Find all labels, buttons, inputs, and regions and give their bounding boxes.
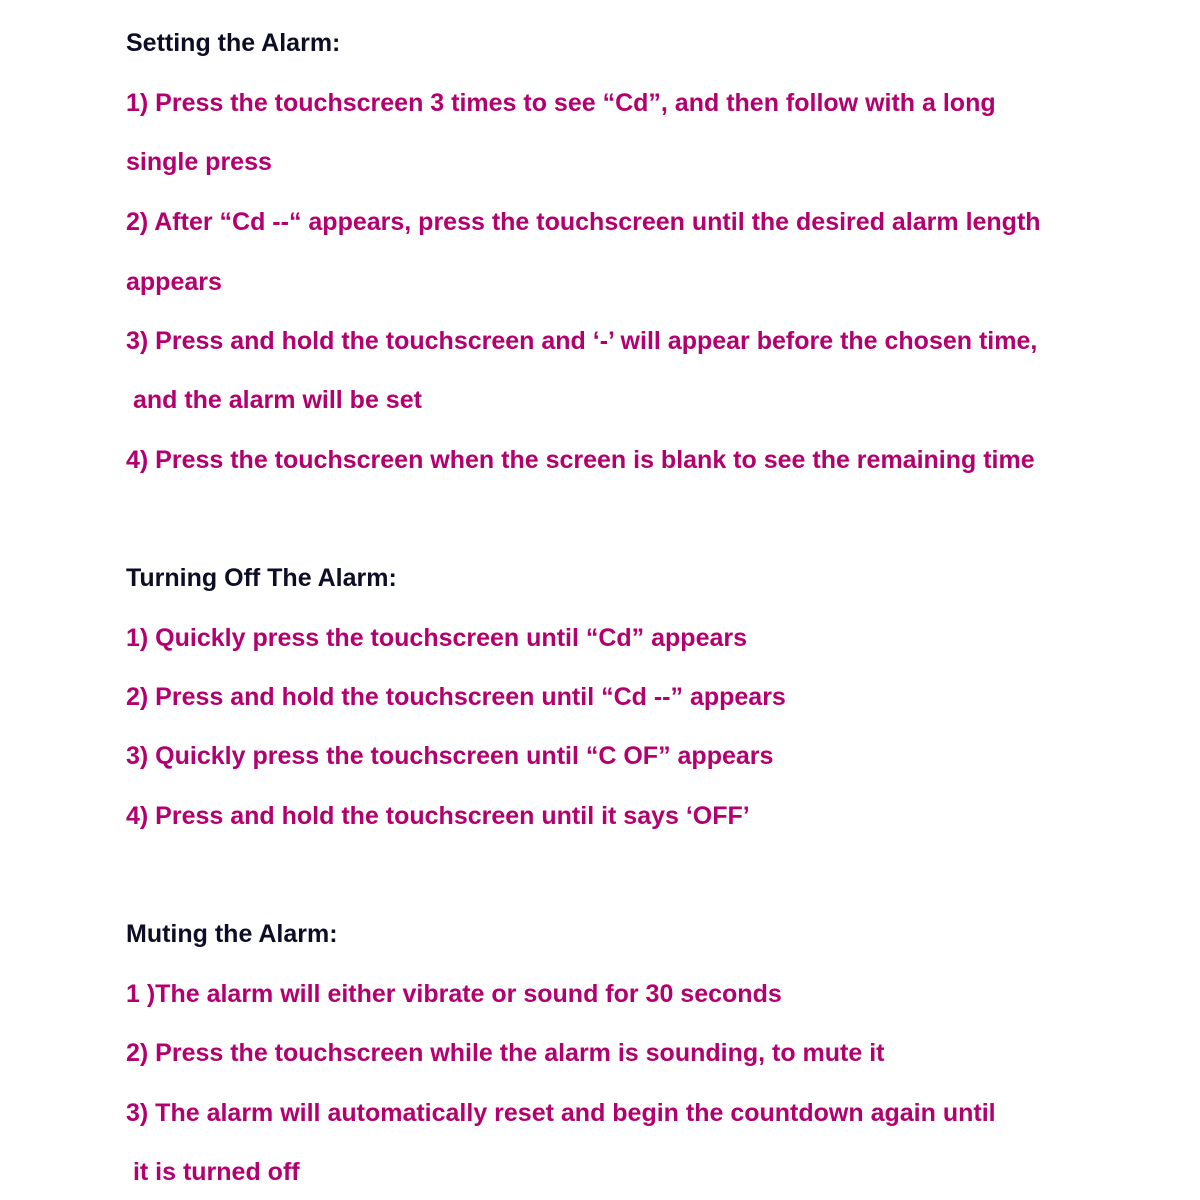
muting-step-1: 1 )The alarm will either vibrate or sound for 30 seconds <box>126 980 782 1008</box>
setting-step-1-line-2: single press <box>126 148 272 176</box>
setting-step-3-line-2: and the alarm will be set <box>126 386 422 414</box>
setting-step-4: 4) Press the touchscreen when the screen is blank to see the remaining time <box>126 446 1035 474</box>
setting-step-3-line-1: 3) Press and hold the touchscreen and ‘-’ will appear before the chosen time, <box>126 327 1038 355</box>
setting-step-2-line-1: 2) After “Cd --“ appears, press the touchscreen until the desired alarm length <box>126 208 1041 236</box>
muting-step-3-line-2: it is turned off <box>126 1158 300 1186</box>
turning-off-step-1: 1) Quickly press the touchscreen until “Cd” appears <box>126 624 748 652</box>
setting-step-1-line-1: 1) Press the touchscreen 3 times to see “Cd”, and then follow with a long <box>126 89 996 117</box>
section-heading-muting: Muting the Alarm: <box>126 920 338 948</box>
turning-off-step-2: 2) Press and hold the touchscreen until “Cd --” appears <box>126 683 786 711</box>
setting-step-2-line-2: appears <box>126 268 222 296</box>
section-heading-turning-off: Turning Off The Alarm: <box>126 564 397 592</box>
turning-off-step-4: 4) Press and hold the touchscreen until it says ‘OFF’ <box>126 802 750 830</box>
muting-step-3-line-1: 3) The alarm will automatically reset and begin the countdown again until <box>126 1099 996 1127</box>
section-heading-setting-alarm: Setting the Alarm: <box>126 29 341 57</box>
muting-step-2: 2) Press the touchscreen while the alarm is sounding, to mute it <box>126 1039 885 1067</box>
turning-off-step-3: 3) Quickly press the touchscreen until “C OF” appears <box>126 742 774 770</box>
